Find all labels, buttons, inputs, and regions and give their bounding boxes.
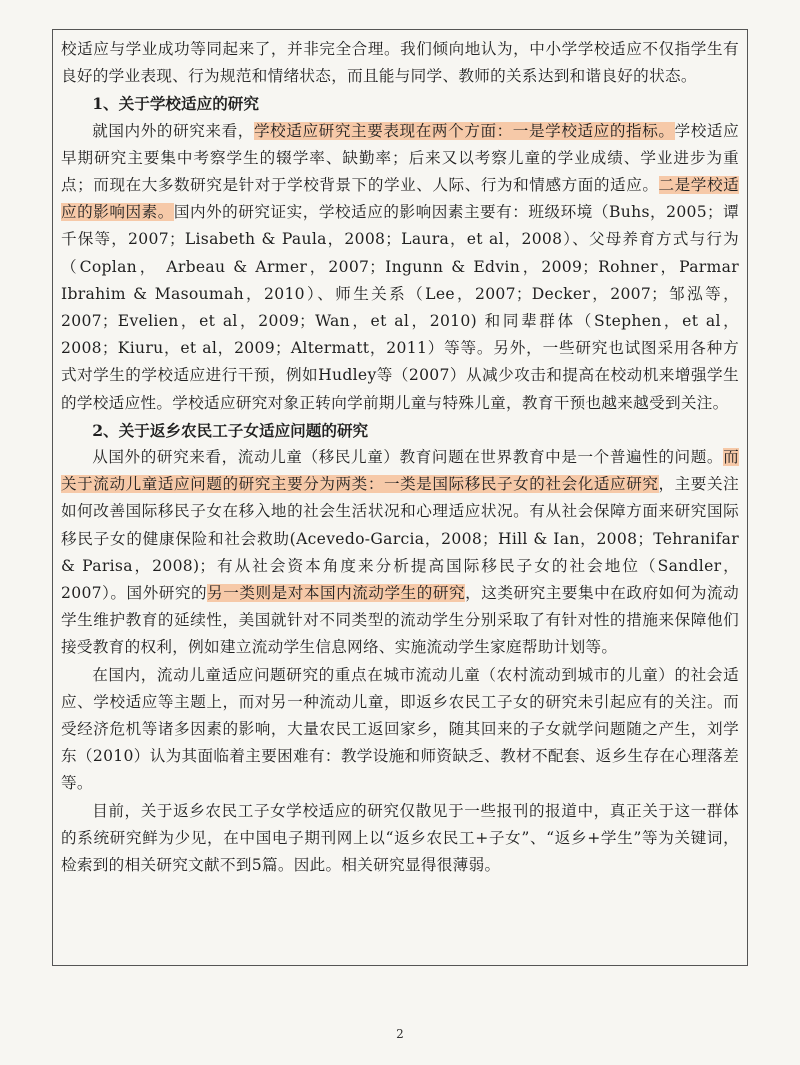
text-segment: 就国内外的研究来看， bbox=[92, 121, 254, 140]
highlighted-text: 而关于流动儿童适应问题的研究主要分为两类：一类是国际移民子女的社会化适应研究 bbox=[61, 448, 739, 494]
page-number: 2 bbox=[396, 1027, 404, 1041]
text-segment: 从国外的研究来看，流动儿童（移民儿童）教育问题在世界教育中是一个普遍性的问题。 bbox=[92, 448, 724, 467]
paragraph-domestic-research: 在国内，流动儿童适应问题研究的重点在城市流动儿童（农村流动到城市的儿童）的社会适应、学校适应等主题上，而对另一种流动儿童，即返乡农民工子女的研究未引起应有的关注。而受经济危机等诸多因素的影响，大量农民工返回家乡，随其回来的子女就学问题随之产生，刘学东（2010）认为其面临着主要困难有：教学设施和师资缺乏、教材不配套、返乡生存在心理落差等。 bbox=[61, 665, 739, 793]
paragraph-intro: 校适应与学业成功等同起来了，并非完全合理。我们倾向地认为，中小学学校适应不仅指学生有良好的学业表现、行为规范和情绪状态，而且能与同学、教师的关系达到和谐良好的状态。 bbox=[61, 40, 739, 86]
text-segment: 学校适应早期研究主要集中考察学生的辍学率、缺勤率；后来又以考察儿童的学业成绩、学业进步为重点；而现在大多数研究是针对于学校背景下的学业、人际、行为和情感方面的适应。 bbox=[61, 121, 739, 195]
paragraph-current-status: 目前，关于返乡农民工子女学校适应的研究仅散见于一些报刊的报道中，真正关于这一群体的系统研究鲜为少见，在中国电子期刊网上以“返乡农民工+子女”、“返乡+学生”等为关键词，检索到的相关研究文献不到5篇。因此。相关研究显得很薄弱。 bbox=[61, 801, 739, 875]
highlighted-text: 学校适应研究主要表现在两个方面：一是学校适应的指标。 bbox=[253, 121, 675, 140]
document-frame bbox=[52, 29, 748, 966]
highlighted-text: 二是学校适应的影响因素。 bbox=[61, 176, 739, 222]
text-segment: ，主要关注如何改善国际移民子女在移入地的社会生活状况和心理适应状况。有从社会保障方面来研究国际移民子女的健康保险和社会救助(Acevedo-Garcia，2008；Hill & Ian，2008；Tehranifar & Parisa，2008)；有从社会资本角度来分析提高国际移民子女的社会地位（Sandler，2007）。国外研究的 bbox=[61, 475, 739, 603]
section-heading-school-adaptation: 1、关于学校适应的研究 bbox=[92, 94, 259, 114]
highlighted-text: 另一类则是对本国内流动学生的研究 bbox=[207, 584, 466, 603]
text-segment: ，这类研究主要集中在政府如何为流动学生维护教育的延续性，美国就针对不同类型的流动学生分别采取了有针对性的措施来保障他们接受教育的权利，例如建立流动学生信息网络、实施流动学生家庭帮助计划等。 bbox=[61, 584, 739, 657]
section-heading-returnee-children: 2、关于返乡农民工子女适应问题的研究 bbox=[92, 420, 369, 440]
paragraph-school-adaptation bbox=[61, 118, 739, 417]
text-segment: 国内外的研究证实，学校适应的影响因素主要有：班级环境（Buhs，2005；谭千保等，2007；Lisabeth & Paula，2008；Laura，et al，2008）、父母养育方式与行为（Coplan， Arbeau & Armer，2007；Ingunn & Edvin，2009；Rohner，Parmar Ibrahim & Masoumah，2010）、师生关系（Lee，2007；Decker，2007；邹泓等，2007；Evelien，et al，2009；Wan，et al，2010) 和同辈群体（Stephen，et al，2008；Kiuru，et al，2009；Altermatt，2011）等等。另外，一些研究也试图采用各种方式对学生的学校适应进行干预，例如Hudley等（2007）从减少攻击和提高在校动机来增强学生的学校适应性。学校适应研究对象正转向学前期儿童与特殊儿童，教育干预也越来越受到关注。 bbox=[61, 203, 739, 412]
paragraph-foreign-research bbox=[61, 444, 739, 662]
